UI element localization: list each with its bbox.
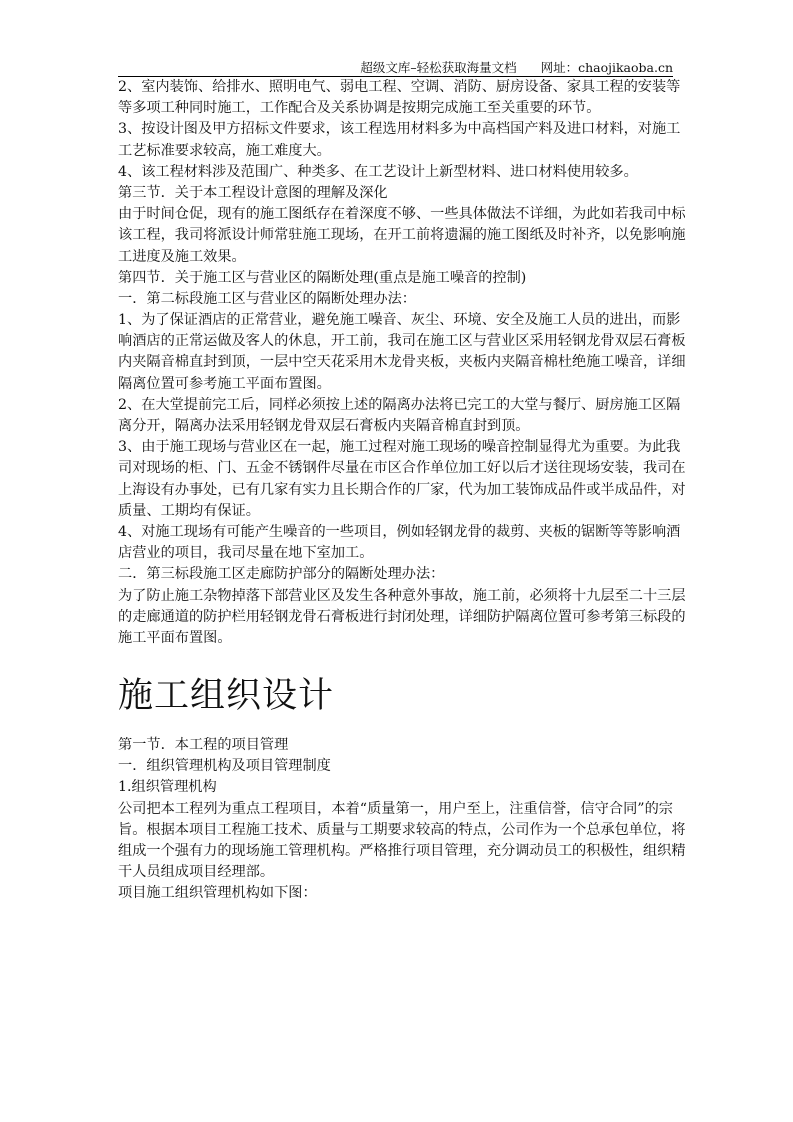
- paragraph: [118, 183, 673, 204]
- body-section-a: [118, 77, 686, 649]
- body-section-b: [118, 735, 686, 905]
- text-line: 该工程，我司将派设计师常驻施工现场，在开工前将遗漏的施工图纸及时补齐，以免影响施: [118, 227, 686, 244]
- text-line: 4、该工程材料涉及范围广、种类多、在工艺设计上新型材料、进口材料使用较多。: [118, 163, 638, 180]
- text-line: 工进度及施工效果。: [118, 248, 246, 265]
- text-line: 一．组织管理机构及项目管理制度: [118, 758, 331, 775]
- paragraph: [118, 799, 686, 884]
- text-line: 项目施工组织管理机构如下图：: [118, 885, 317, 902]
- text-line: 2、室内装饰、给排水、照明电气、弱电工程、空调、消防、厨房设备、家具工程的安装等: [118, 79, 681, 95]
- paragraph: [118, 162, 673, 183]
- paragraph: [118, 586, 686, 650]
- text-line: 3、由于施工现场与营业区在一起，施工过程对施工现场的噪音控制显得尤为重要。为此我: [118, 439, 681, 456]
- text-line: 工艺标准要求较高，施工难度大。: [118, 142, 331, 159]
- text-line: 旨。根据本项目工程施工技术、质量与工期要求较高的特点，公司作为一个总承包单位，将: [118, 821, 686, 838]
- text-line: 由于时间仓促，现有的施工图纸存在着深度不够、一些具体做法不详细，为此如若我司中标: [118, 206, 686, 223]
- paragraph: [118, 77, 681, 119]
- text-line: 1.组织管理机构: [118, 779, 217, 796]
- text-line: 第三节．关于本工程设计意图的理解及深化: [118, 184, 388, 201]
- text-line: 内夹隔音棉直封到顶，一层中空天花采用木龙骨夹板，夹板内夹隔音棉杜绝施工噪音，详细: [118, 354, 686, 371]
- paragraph: [118, 756, 673, 777]
- text-line: 隔离位置可参考施工平面布置图。: [118, 375, 331, 392]
- text-line: 司对现场的柜、门、五金不锈钢件尽量在市区合作单位加工好以后才送往现场安装，我司在: [118, 460, 686, 477]
- text-line: 公司把本工程列为重点工程项目，本着“质量第一，用户至上，注重信誉，信守合同”的宗: [118, 800, 673, 817]
- paragraph: [118, 437, 686, 522]
- text-line: 离分开，隔离办法采用轻钢龙骨双层石膏板内夹隔音棉直封到顶。: [118, 418, 530, 434]
- text-line: 质量、工期均有保证。: [118, 502, 260, 519]
- text-line: 第一节．本工程的项目管理: [118, 737, 289, 753]
- text-line: 为了防止施工杂物掉落下部营业区及发生各种意外事故，施工前，必须将十九层至二十三层: [118, 587, 686, 604]
- paragraph: [118, 268, 673, 289]
- paragraph: [118, 564, 673, 585]
- paragraph: [118, 310, 686, 395]
- header-site-name: 超级文库–轻松获取海量文档: [360, 60, 517, 75]
- paragraph: [118, 119, 681, 161]
- paragraph: [118, 522, 681, 564]
- page-header: [118, 58, 673, 77]
- paragraph: [118, 883, 673, 904]
- paragraph: [118, 395, 681, 437]
- paragraph: [118, 735, 673, 756]
- text-line: 干人员组成项目经理部。: [118, 864, 275, 881]
- text-line: 2、在大堂提前完工后，同样必须按上述的隔离办法将已完工的大堂与餐厅、厨房施工区隔: [118, 396, 681, 413]
- chapter-title: 施工组织设计: [118, 676, 335, 716]
- text-line: 店营业的项目，我司尽量在地下室加工。: [118, 545, 374, 562]
- text-line: 的走廊通道的防护栏用轻钢龙骨石膏板进行封闭处理，详细防护隔离位置可参考第三标段的: [118, 608, 686, 625]
- paragraph: [118, 289, 673, 310]
- text-line: 施工平面布置图。: [118, 629, 232, 646]
- text-line: 1、为了保证酒店的正常营业，避免施工噪音、灰尘、环境、安全及施工人员的进出，而影: [118, 312, 681, 329]
- header-url: 网址：chaojikaoba.cn: [540, 60, 673, 75]
- paragraph: [118, 777, 673, 798]
- text-line: 3、按设计图及甲方招标文件要求，该工程选用材料多为中高档国产料及进口材料，对施工: [118, 121, 681, 138]
- text-line: 第四节．关于施工区与营业区的隔断处理(重点是施工噪音的控制): [118, 269, 527, 286]
- text-line: 二．第三标段施工区走廊防护部分的隔断处理办法：: [118, 566, 445, 583]
- text-line: 一．第二标段施工区与营业区的隔断处理办法：: [118, 290, 416, 307]
- text-line: 等多项工种同时施工，工作配合及关系协调是按期完成施工至关重要的环节。: [118, 100, 601, 117]
- text-line: 4、对施工现场有可能产生噪音的一些项目，例如轻钢龙骨的裁剪、夹板的锯断等等影响酒: [118, 523, 681, 540]
- text-line: 响酒店的正常运做及客人的休息，开工前，我司在施工区与营业区采用轻钢龙骨双层石膏板: [118, 333, 686, 350]
- paragraph: [118, 204, 686, 268]
- text-line: 组成一个强有力的现场施工管理机构。严格推行项目管理，充分调动员工的积极性，组织精: [118, 842, 686, 859]
- text-line: 上海设有办事处，已有几家有实力且长期合作的厂家，代为加工装饰成品件或半成品件，对: [118, 481, 686, 498]
